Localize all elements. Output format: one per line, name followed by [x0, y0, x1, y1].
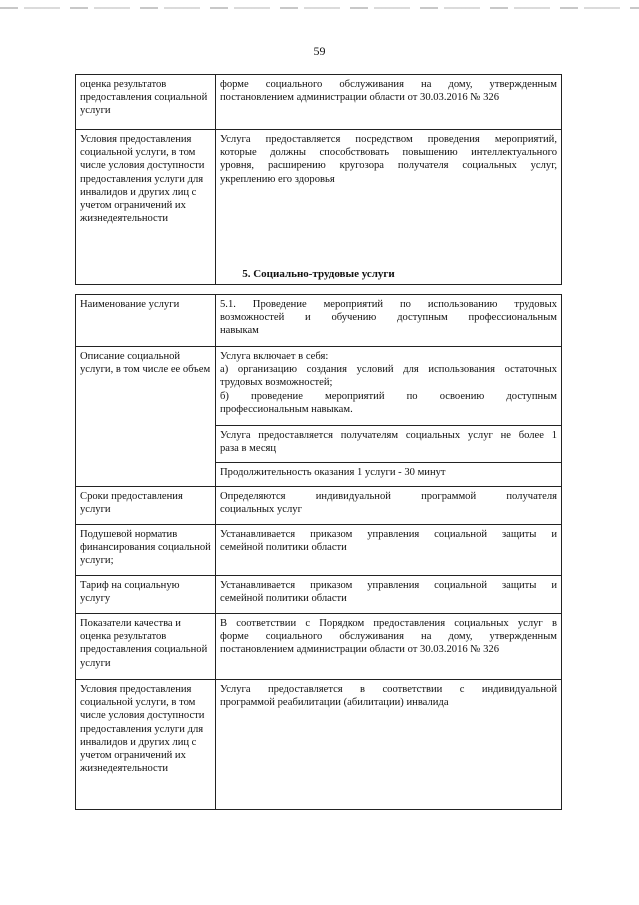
- table-row: [76, 525, 562, 576]
- text-line: 5.1. Проведение мероприятий по использованию трудовых: [220, 299, 557, 310]
- text-line: В соответствии с Порядком предоставления социальных услуг в: [220, 618, 557, 629]
- row-label-quality: Показатели качества и оценка результатов предоставления социальной услуги: [76, 614, 216, 680]
- row-value-tariff: [216, 576, 562, 614]
- text-line: семейной политики области: [220, 542, 347, 554]
- text-line: навыкам: [220, 325, 259, 337]
- text-line: Устанавливается приказом управления социальной защиты и: [220, 529, 557, 540]
- row-label-conditions: Условия предоставления социальной услуги, в том числе условия доступности предоставления услуги для инвалидов и других лиц с учетом ограничений их жизнедеятельности: [76, 680, 216, 810]
- text-line: а) организацию создания условий для использования остаточных: [220, 364, 557, 376]
- text-line: профессиональным навыкам.: [220, 403, 353, 415]
- row-value-conditions: [216, 680, 562, 810]
- table-row: [76, 130, 562, 285]
- text-line: Устанавливается приказом управления социальной защиты и: [220, 580, 557, 591]
- table-row: [76, 576, 562, 614]
- text-line: Услуга предоставляется посредством проведения мероприятий,: [220, 134, 557, 145]
- text-line: форме социального обслуживания на дому, утвержденным: [220, 631, 557, 643]
- text-line: б) проведение мероприятий по освоению доступным: [220, 390, 557, 402]
- text-line: Услуга предоставляется в соответствии с индивидуальной: [220, 684, 557, 695]
- text-line: возможностей и обучению доступным профессиональным: [220, 312, 557, 324]
- table-continued: [75, 74, 562, 285]
- text-line: которые должны способствовать повышению интеллектуального: [220, 147, 557, 159]
- row-label-tariff: Тариф на социальную услугу: [76, 576, 216, 614]
- text-line: форме социального обслуживания на дому, утвержденным: [220, 79, 557, 90]
- row-value-description-scope: [216, 347, 562, 426]
- page-number: 59: [313, 44, 326, 58]
- row-value-description-frequency: [216, 426, 562, 463]
- text-line: семейной политики области: [220, 593, 347, 605]
- row-value-quality: [216, 614, 562, 680]
- text-line: Услуга включает в себя:: [220, 351, 329, 362]
- text-line: уровня, расширению кругозора получателя социальных услуг,: [220, 160, 557, 172]
- text-line: постановлением администрации области от 30.03.2016 № 326: [220, 92, 499, 104]
- row-value-description-duration: Продолжительность оказания 1 услуги - 30 минут: [216, 463, 562, 487]
- row-value-terms: [216, 487, 562, 525]
- row-label-quality-cont: оценка результатов предоставления социальной услуги: [76, 75, 216, 130]
- row-value-funding: [216, 525, 562, 576]
- text-line: укреплению его здоровья: [220, 173, 335, 185]
- row-label-terms: Сроки предоставления услуги: [76, 487, 216, 525]
- row-value-service-name: [216, 295, 562, 347]
- table-row: [76, 75, 562, 130]
- section-title: 5. Социально-трудовые услуги: [242, 268, 395, 280]
- text-line: Определяются индивидуальной программой получателя: [220, 491, 557, 502]
- text-line: социальных услуг: [220, 504, 302, 516]
- table-social-labor-services: [75, 294, 562, 810]
- text-line: программой реабилитации (абилитации) инвалида: [220, 697, 449, 709]
- table-row: [76, 347, 562, 426]
- text-line: трудовых возможностей;: [220, 377, 333, 389]
- text-line: раза в месяц: [220, 443, 277, 455]
- table-row: [76, 487, 562, 525]
- row-label-conditions-cont: Условия предоставления социальной услуги, в том числе условия доступности предоставления услуги для инвалидов и других лиц с учетом ограничений их жизнедеятельности: [76, 130, 216, 285]
- scan-artifact-line: [0, 7, 639, 9]
- row-label-funding: Подушевой норматив финансирования социальной услуги;: [76, 525, 216, 576]
- text-line: постановлением администрации области от 30.03.2016 № 326: [220, 644, 499, 656]
- row-label-description: Описание социальной услуги, в том числе ее объем: [76, 347, 216, 487]
- text-line: Услуга предоставляется получателям социальных услуг не более 1: [220, 430, 557, 441]
- row-value-quality-cont: [216, 75, 562, 130]
- row-value-conditions-cont: [216, 130, 562, 285]
- table-row: [76, 295, 562, 347]
- row-label-service-name: Наименование услуги: [76, 295, 216, 347]
- table-row: [76, 614, 562, 680]
- table-row: [76, 680, 562, 810]
